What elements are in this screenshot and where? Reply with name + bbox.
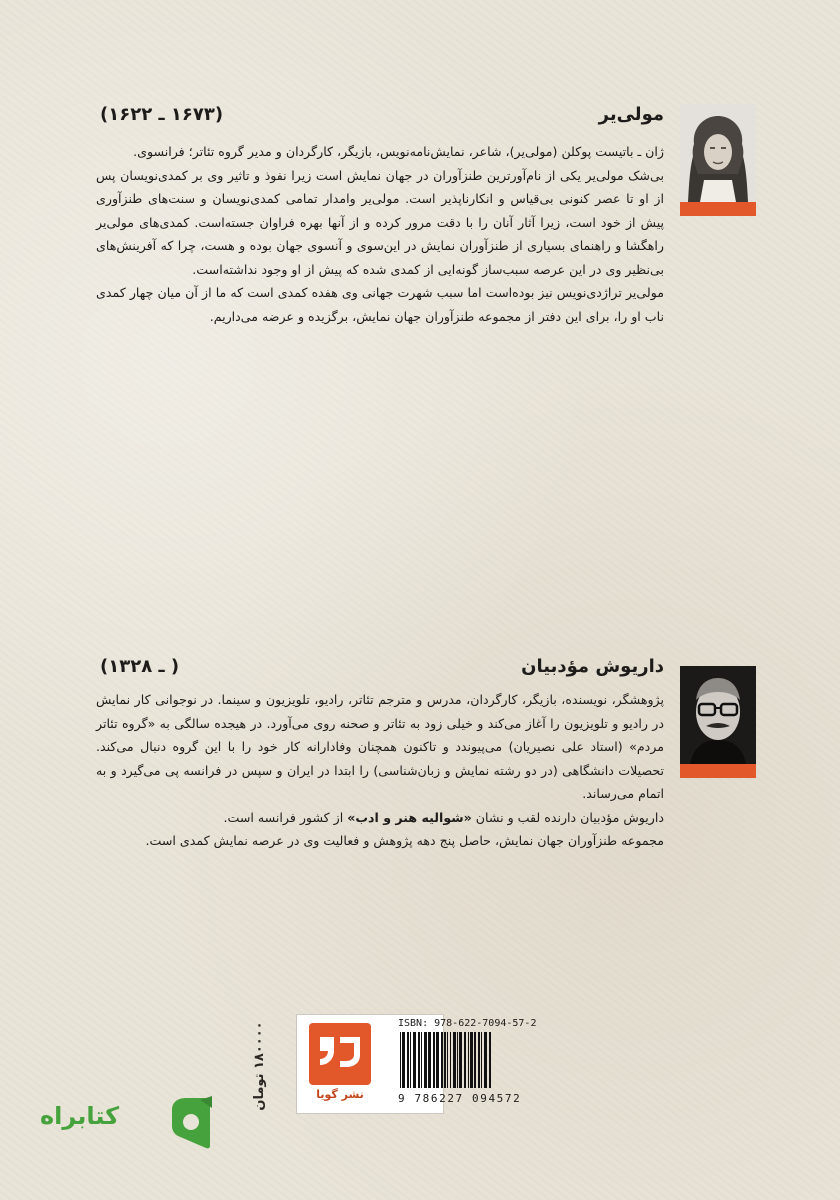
moliere-paragraph-1: ژان ـ باتیست پوکلن (مولی‌یر)، شاعر، نمایش‌نامه‌نویس، بازیگر، کارگردان و مدیر گروه تئاتر؛ فرانسوی. [133, 144, 664, 159]
barcode-bar [433, 1032, 435, 1088]
chevalier-title: «شوالیه هنر و ادب» [347, 809, 472, 825]
moliere-paragraph-3: مولی‌یر تراژدی‌نویس نیز بوده‌است اما سبب شهرت جهانی وی هفده کمدی است که ما از آن میان چهار کمدی ناب او را، برای این دفتر از مجموعه طنزآوران جهان نمایش، برگزیده و عرضه می‌داریم. [96, 285, 664, 324]
publisher-name: نشر گویا [316, 1088, 364, 1101]
barcode-bar [418, 1032, 420, 1088]
price-text: ۱۸۰۰۰۰ تومان [252, 1021, 267, 1111]
barcode-bar [447, 1032, 448, 1088]
publisher-logo-icon [314, 1029, 366, 1073]
isbn-text: ISBN: 978-622-7094-57-2 [398, 1018, 537, 1029]
barcode-bar [428, 1032, 431, 1088]
barcode-bar [407, 1032, 409, 1088]
moodabian-paragraph-2 [96, 806, 664, 830]
ketabrah-name: کتابراه [40, 1102, 120, 1130]
barcode-bar [441, 1032, 443, 1088]
moodabian-dates: ( ـ ۱۳۲۸) [100, 656, 180, 677]
barcode-bar [436, 1032, 439, 1088]
moodabian-name: داریوش مؤدبیان [521, 656, 664, 677]
moodabian-paragraph-1: پژوهشگر، نویسنده، بازیگر، کارگردان، مدرس و مترجم تئاتر، رادیو، تلویزیون و سینما. در نوجوانی کار نمایش در رادیو و تلویزیون را آغاز می‌کند و خیلی زود به تئاتر و صحنه روی می‌آورد. در هیجده سالگی به «گروه تئاتر مردم» (استاد علی نصیریان) می‌پیوندد و تاکنون همچنان وفادارانه کار خود را با این گروه دنبال می‌کند. تحصیلات دانشگاهی (در دو رشته نمایش و زبان‌شناسی) را ابتدا در ایران و سپس در فرانسه پی می‌گیرد و به اتمام می‌رساند. [96, 692, 664, 801]
barcode-bar [453, 1032, 456, 1088]
barcode-bar [413, 1032, 416, 1088]
moliere-name: مولی‌یر [598, 104, 664, 125]
price-label [252, 1020, 292, 1112]
barcode [398, 1032, 548, 1090]
barcode-bar [421, 1032, 422, 1088]
barcode-bar [474, 1032, 476, 1088]
barcode-bar [468, 1032, 469, 1088]
barcode-bar [402, 1032, 405, 1088]
barcode-digits: 9 786227 094572 [398, 1092, 522, 1105]
moliere-dates: (۱۶۷۳ ـ ۱۶۲۲) [100, 104, 224, 125]
ketabrah-brand [40, 1094, 220, 1150]
publisher-logo [309, 1023, 371, 1085]
barcode-bar [424, 1032, 427, 1088]
barcode-bar [464, 1032, 466, 1088]
barcode-bar [450, 1032, 451, 1088]
ketabrah-logo-icon [168, 1094, 214, 1150]
barcode-bar [470, 1032, 473, 1088]
moodabian-paragraph-3: مجموعه طنزآوران جهان نمایش، حاصل پنج دهه پژوهش و فعالیت وی در عرصه نمایش کمدی است. [145, 833, 664, 848]
moliere-heading [96, 104, 664, 134]
barcode-bar [478, 1032, 480, 1088]
moodabian-heading [96, 656, 664, 686]
moliere-paragraph-2: بی‌شک مولی‌یر یکی از نام‌آورترین طنزآوران در جهان نمایش است زیرا نفوذ و تاثیر وی بر کمدی‌نویسان پس از او تا عصر کنونی بی‌قیاس و انکارناپذیر است. مولی‌یر وامدار تمامی کمدی‌نویسان و سنت‌های طنزآوری پیش از خود است، زیرا آثار آنان را با دقت مرور کرده و از آنها بهره فراوان جسته‌است. کمدی‌های مولی‌یر راهگشا و راهنمای بسیاری از طنزآوران نمایش در این‌سوی و آنسوی جهان بوده و هست، چرا که آفرینش‌های بی‌نظیر وی در این عرصه سبب‌ساز گونه‌ایی از کمدی شده که پیش از او وجود نداشته‌است. [96, 167, 664, 277]
barcode-bar [400, 1032, 401, 1088]
barcode-bar [484, 1032, 487, 1088]
moliere-section [96, 104, 752, 434]
moliere-bio [96, 140, 664, 328]
barcode-bar [489, 1032, 491, 1088]
moodabian-paragraph-2-after: از کشور فرانسه است. [223, 809, 348, 825]
barcode-bar [457, 1032, 458, 1088]
barcode-bar [444, 1032, 446, 1088]
moodabian-paragraph-2-before: داریوش مؤدبیان دارنده لقب و نشان [471, 809, 664, 825]
moodabian-section [96, 656, 752, 956]
moodabian-bio [96, 688, 664, 853]
barcode-bar [410, 1032, 411, 1088]
barcode-bar [459, 1032, 462, 1088]
barcode-bar [481, 1032, 482, 1088]
